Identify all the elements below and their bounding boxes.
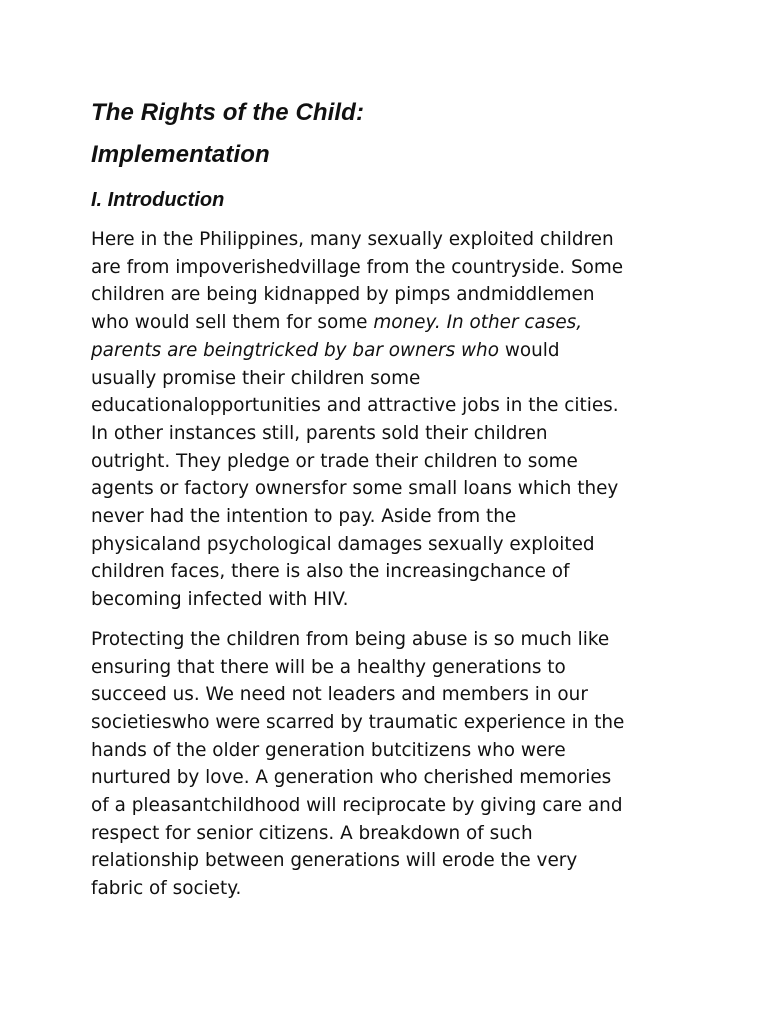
text-line: are from impoverishedvillage from the countryside. Some	[91, 256, 624, 278]
text-segment: would	[498, 339, 560, 361]
text-line: Protecting the children from being abuse is so much like	[91, 628, 610, 650]
text-line: educationalopportunities and attractive jobs in the cities.	[91, 395, 619, 417]
italic-text: parents are beingtricked by bar owners who	[91, 339, 499, 361]
text-line: agents or factory ownersfor some small loans which they	[91, 478, 619, 500]
text-segment: who would sell them for some	[91, 312, 374, 334]
text-line: succeed us. We need not leaders and members in our	[91, 684, 588, 706]
text-line: outright. They pledge or trade their children to some	[91, 450, 578, 472]
text-line: nurtured by love. A generation who cherished memories	[91, 767, 612, 789]
paragraph-introduction	[91, 226, 691, 614]
text-line: usually promise their children some	[91, 367, 421, 389]
text-line: relationship between generations will erode the very	[91, 850, 578, 872]
text-line: becoming infected with HIV.	[91, 589, 349, 611]
document-page	[91, 92, 691, 903]
text-line: In other instances still, parents sold their children	[91, 422, 548, 444]
title-line: Implementation	[91, 141, 270, 168]
text-line: respect for senior citizens. A breakdown of such	[91, 822, 533, 844]
text-line: fabric of society.	[91, 878, 242, 900]
paragraph-protection	[91, 626, 691, 903]
text-line	[91, 309, 691, 337]
text-line: Here in the Philippines, many sexually exploited children	[91, 229, 614, 250]
document-title	[91, 92, 691, 176]
text-line: physicaland psychological damages sexually exploited	[91, 533, 595, 555]
text-line: societieswho were scarred by traumatic experience in the	[91, 711, 625, 733]
text-line: children are being kidnapped by pimps andmiddlemen	[91, 284, 595, 306]
text-line	[91, 337, 691, 365]
italic-text: money. In other cases,	[373, 312, 583, 334]
text-line: ensuring that there will be a healthy generations to	[91, 656, 566, 678]
text-line: hands of the older generation butcitizens who were	[91, 739, 566, 761]
text-line: of a pleasantchildhood will reciprocate by giving care and	[91, 795, 623, 817]
title-line: The Rights of the Child:	[91, 99, 365, 126]
section-heading: I. Introduction	[91, 189, 225, 211]
text-line: children faces, there is also the increasingchance of	[91, 561, 570, 583]
text-line: never had the intention to pay. Aside from the	[91, 506, 517, 528]
